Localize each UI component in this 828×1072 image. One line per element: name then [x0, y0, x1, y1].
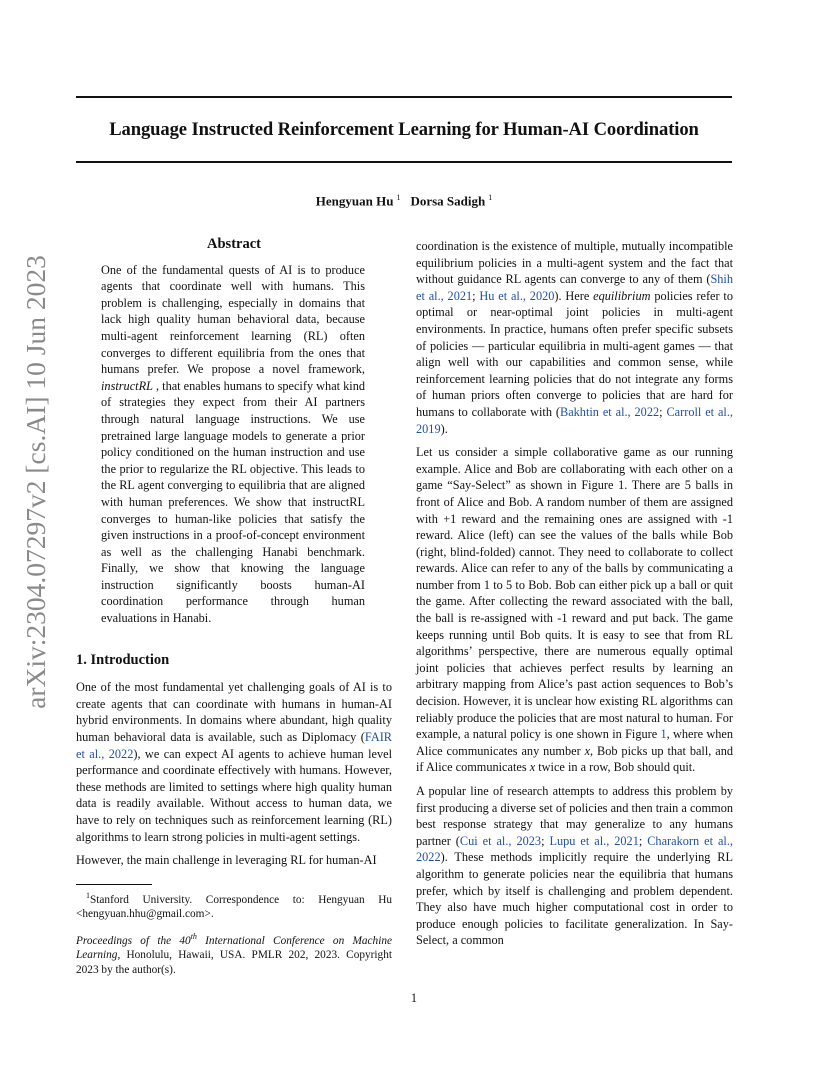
author-list	[76, 193, 732, 209]
left-column	[76, 236, 392, 869]
right-column	[416, 238, 733, 949]
paragraph	[416, 444, 733, 776]
paragraph-text: coordination is the existence of multiple, mutually incompatible equilibrium policies in a multi-agent system and the fact that without guidance RL agents can converge to any of them (	[416, 239, 733, 287]
paragraph-text: ). Here	[554, 288, 594, 303]
footnote-text: Stanford University. Correspondence to: Hengyuan Hu <hengyuan.hhu@gmail.com>.	[76, 893, 392, 921]
paragraph-text: , where when Alice communicates any number	[416, 727, 734, 758]
paragraph-text: ).	[440, 421, 448, 436]
proceedings-ordinal: 40	[179, 934, 191, 947]
proceedings-note	[76, 930, 392, 977]
page-number: 1	[410, 991, 418, 1005]
abstract-body	[101, 262, 365, 627]
citation-link[interactable]: FAIR et al., 2022	[76, 730, 392, 761]
paragraph-text: ;	[638, 833, 648, 848]
abstract-text: , that enables humans to specify what kind of strategies they expect from their AI partners through natural language instructions. We use pretrained large language models to generate a prior policy conditioned on the human instruction and use the prior to regularize the RL objective. This leads to the RL agent converging to equilibria that are aligned with human preferences. We show that instructRL converges to human-like policies that satisfy the given instructions in a proof-of-concept environment as well as the challenging Hanabi benchmark. Finally, we show that knowing the language instruction significantly boosts human-AI coordination performance through human evaluations in Hanabi.	[101, 378, 366, 626]
author-affiliation: 1	[396, 193, 401, 202]
citation-link[interactable]: Cui et al., 2023	[459, 833, 542, 848]
footnote	[76, 889, 392, 922]
abstract-method-name: instructRL	[101, 378, 153, 393]
citation-link[interactable]: Carroll et al., 2019	[416, 404, 733, 436]
proceedings-lead: Proceedings of the	[76, 934, 180, 947]
math-variable: x	[529, 760, 536, 775]
citation-link[interactable]: Bakhtin et al., 2022	[560, 404, 660, 419]
paragraph	[416, 783, 733, 949]
paragraph-text: twice in a row, Bob should quit.	[535, 760, 696, 775]
citation-link[interactable]: Lupu et al., 2021	[549, 833, 639, 848]
footnote-rule	[76, 884, 152, 885]
section-heading-introduction: 1. Introduction	[76, 651, 170, 668]
paragraph-text: A popular line of research attempts to address this problem by first producing a diverse set of policies and then train a common best response strategy that may generalize to any humans partner (	[416, 784, 733, 848]
proceedings-ordinal-sup: th	[190, 932, 197, 941]
citation-link[interactable]: Shih et al., 2021	[416, 272, 733, 303]
citation-link[interactable]: Hu et al., 2020	[479, 288, 555, 303]
paragraph-text: ;	[659, 404, 667, 419]
paper-title: Language Instructed Reinforcement Learning for Human-AI Coordination	[109, 119, 699, 140]
abstract-text: One of the fundamental quests of AI is to produce agents that coordinate well with humans. This problem is challenging, especially in domains that lack high quality human behavioral data, because multi-agent reinforcement learning (RL) often converges to different equilibria from the ones that humans prefer. We propose a novel framework,	[101, 262, 365, 377]
arxiv-stamp-text: arXiv:2304.07297v2 [cs.AI] 10 Jun 2023	[20, 255, 51, 709]
proceedings-rest: , Honolulu, Hawaii, USA. PMLR 202, 2023. Copyright 2023 by the author(s).	[76, 949, 392, 976]
citation-link[interactable]: Charakorn et al., 2022	[416, 833, 733, 865]
emphasis: equilibrium	[593, 288, 651, 303]
math-variable: x	[584, 743, 591, 758]
paragraph-text: , Bob picks up that ball, and if Alice communicates	[416, 743, 733, 775]
author-name: Dorsa Sadigh	[410, 193, 486, 209]
paragraph-text: ;	[541, 833, 550, 848]
author-name: Hengyuan Hu	[315, 193, 394, 209]
paragraph-text: ;	[472, 288, 480, 303]
title-rule-top	[76, 96, 732, 98]
paragraph-text: However, the main challenge in leveraging RL for human-AI	[76, 853, 377, 868]
paragraph-text: policies refer to optimal or near-optimal joint policies in multi-agent environments. In practice, humans often prefer specific subsets of policies — particular equilibria in multi-agent games — that align well with our capabilities and common sense, while reinforcement learning policies that do not integrate any forms of human priors often converge to policies that are hard for humans to collaborate with (	[416, 288, 733, 419]
abstract-heading: Abstract	[207, 236, 261, 252]
paragraph-text: One of the most fundamental yet challenging goals of AI is to create agents that can coordinate with humans in human-AI hybrid environments. In domains where abundant, high quality human behavioral data is available, such as Diplomacy (	[76, 680, 392, 745]
paragraph	[76, 852, 392, 869]
paragraph	[416, 238, 733, 437]
title-rule-bottom	[76, 161, 732, 163]
arxiv-stamp	[20, 0, 52, 1072]
paragraph	[76, 679, 392, 845]
paragraph-text: ). These methods implicitly require the underlying RL algorithm to generate policies near the equilibria that humans prefer, which by itself is challenging and problem dependent. They also have much higher computational cost in order to produce enough policies to facilitate generalization. In Say-Select, a common	[416, 850, 733, 948]
paragraph-text: Let us consider a simple collaborative game as our running example. Alice and Bob are collaborating with each other on a game “Say-Select” as shown in Figure 1. There are 5 balls in front of Alice and Bob. A random number of them are assigned with +1 reward and the remaining ones are assigned with -1 reward. Alice (left) can see the values of the balls while Bob (right, blind-folded) cannot. They need to collaborate to collect rewards. Alice can refer to any of the balls by communicating a number from 1 to 5 to Bob. Bob can either pick up a ball or quit the game. After collecting the reward associated with the ball, the ball is re-assigned with -1 reward and put back. The game keeps running until Bob quits. It is easy to see that from RL algorithms’ perspective, there are numerous equally optimal joint policies that achieves perfect results by learning an arbitrary mapping from Alice’s past action sequences to Bob’s decision. However, it is unclear how existing RL algorithms can reliably produce the policies that are most natural to human. For example, a natural policy is one shown in Figure	[416, 445, 733, 742]
paragraph-text: ), we can expect AI agents to achieve human level performance and coordinate effectively with humans. However, these methods are limited to settings where high quality human data is readily available. Without access to human data, we have to rely on techniques such as reinforcement learning (RL) algorithms to learn strong policies in multi-agent settings.	[76, 746, 393, 844]
figure-link[interactable]: 1	[660, 727, 667, 742]
author-affiliation: 1	[488, 193, 493, 202]
proceedings-conference: International Conference on Machine Learning	[76, 934, 392, 962]
footnote-mark: 1	[86, 891, 90, 900]
